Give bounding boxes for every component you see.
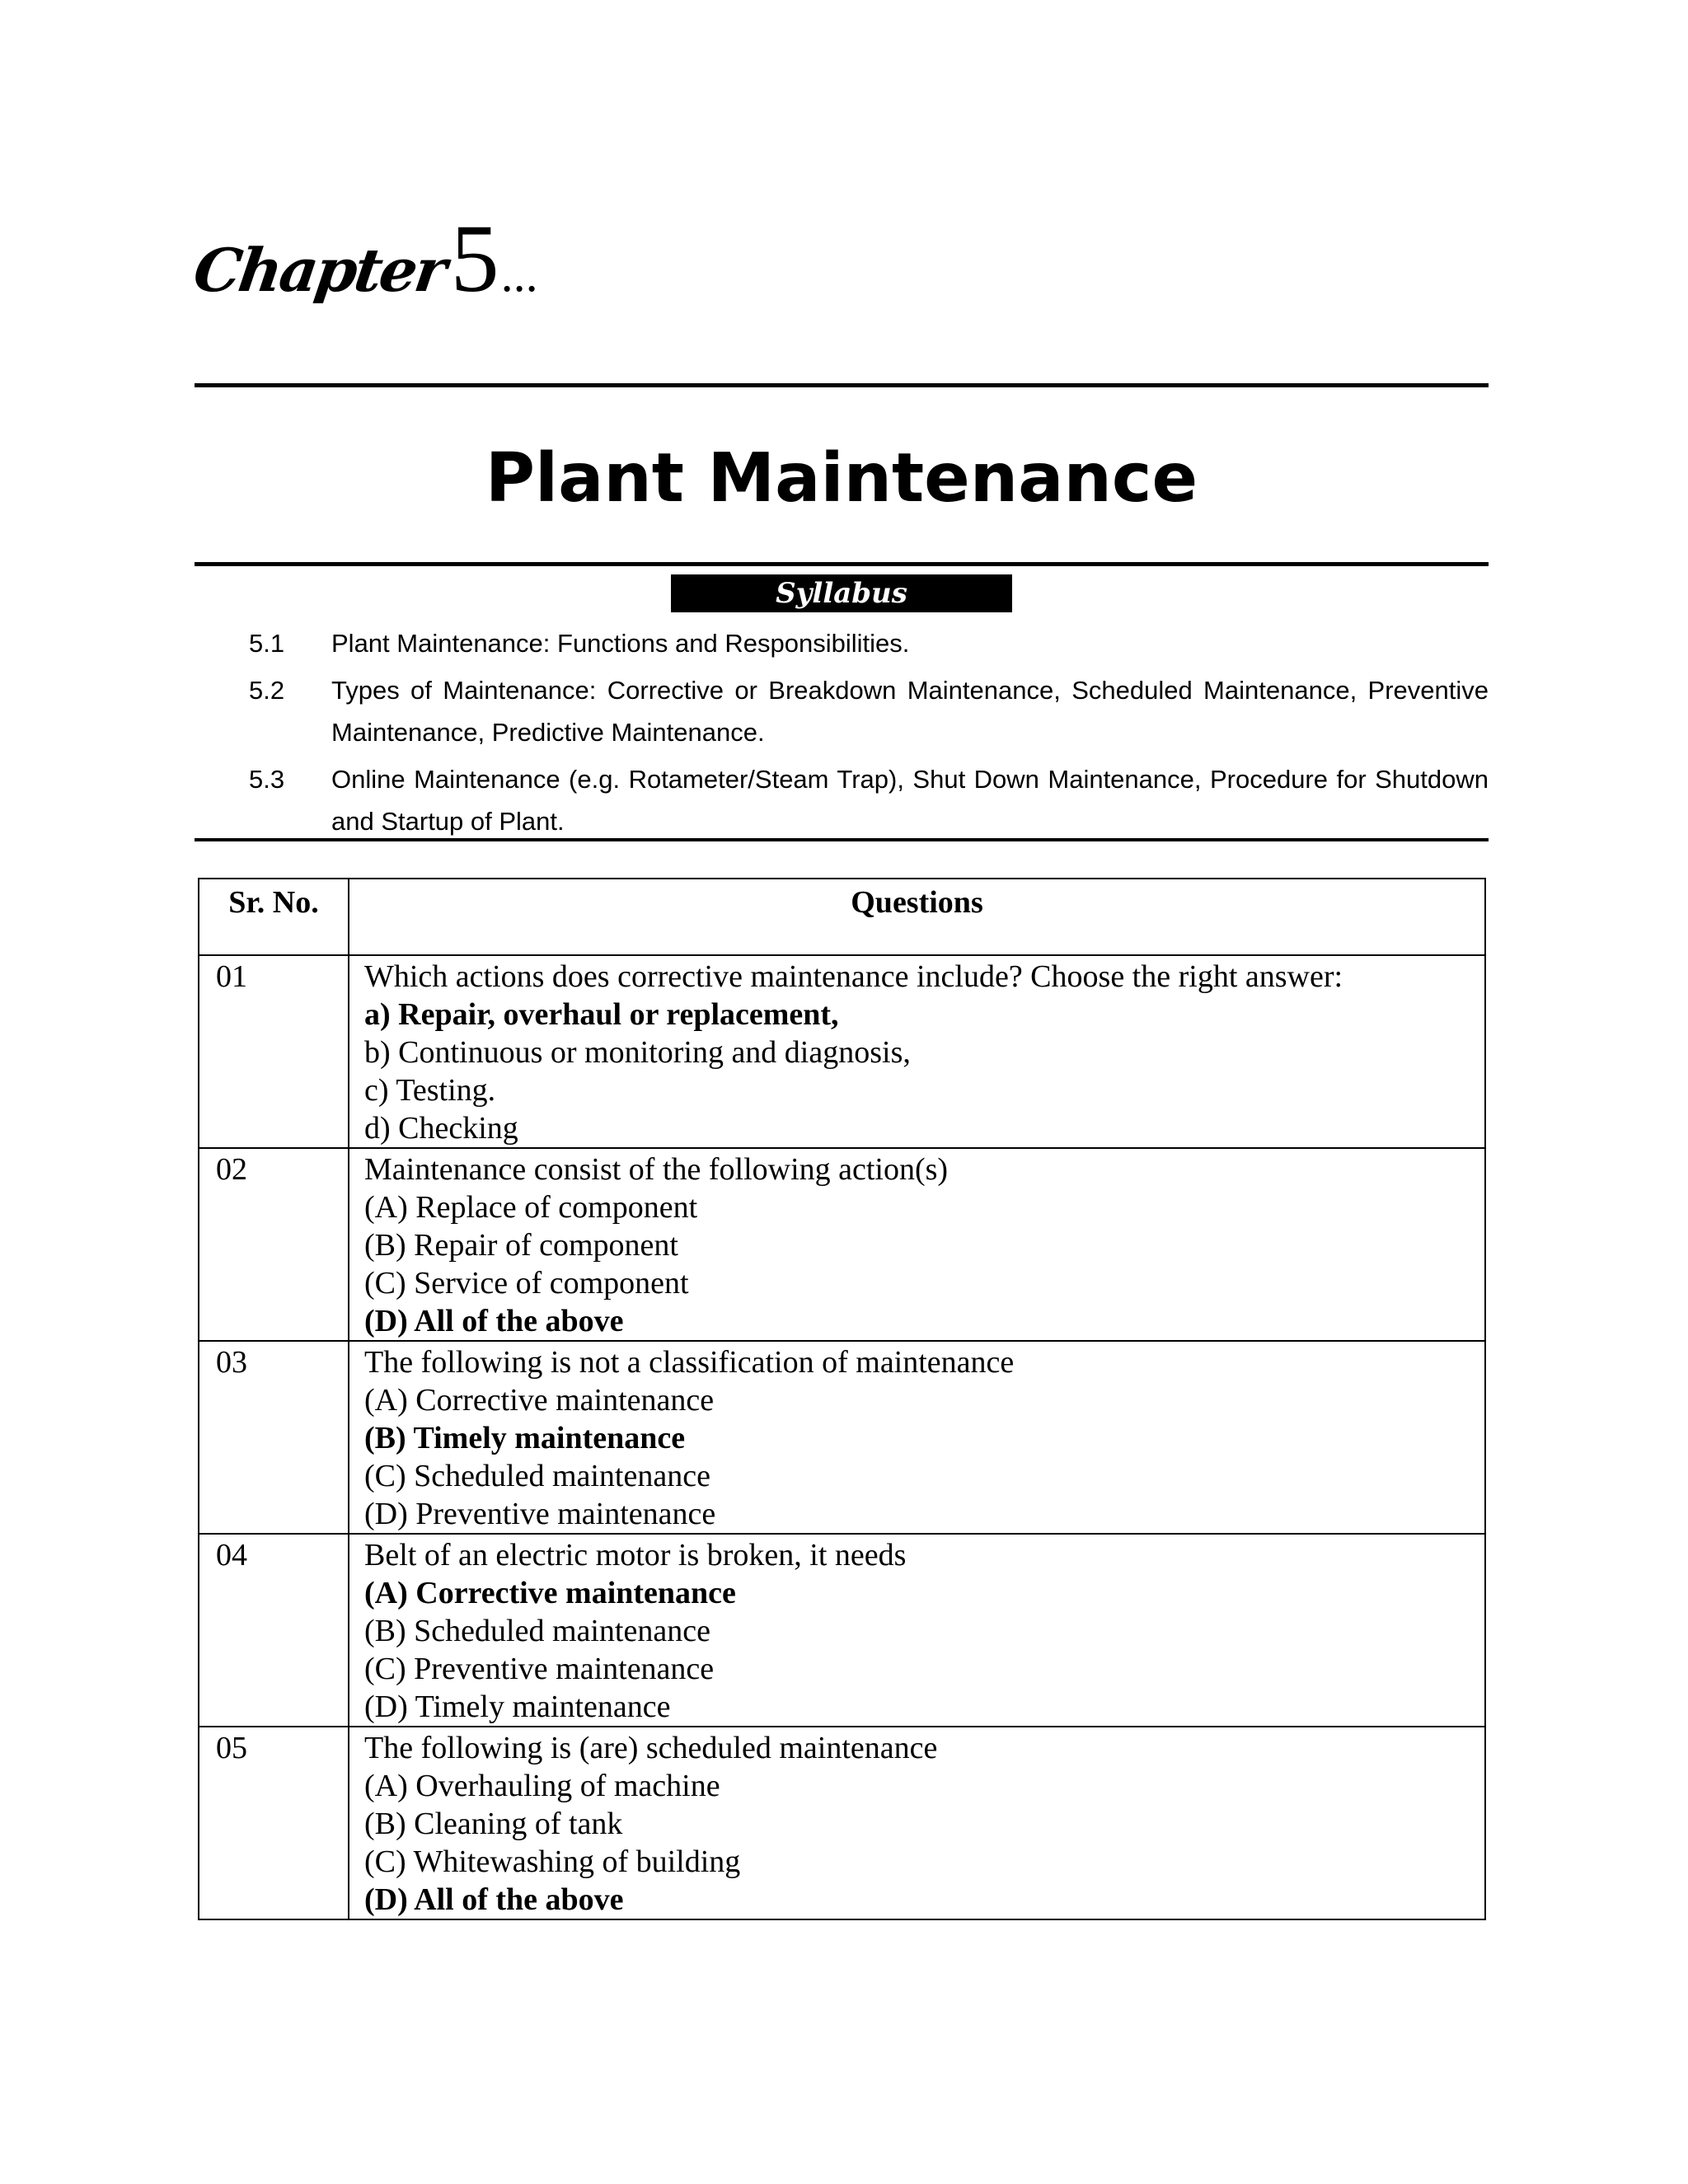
question-text: Which actions does corrective maintenance include? Choose the right answer: — [364, 959, 1343, 994]
syllabus-item-text: Plant Maintenance: Functions and Responsibilities. — [331, 629, 910, 658]
top-divider — [195, 383, 1489, 387]
chapter-heading — [190, 204, 538, 342]
answer-option: d) Checking — [364, 1111, 518, 1146]
answer-option: (D) Timely maintenance — [364, 1690, 671, 1724]
answer-option: (D) All of the above — [364, 1882, 624, 1917]
answer-option: (D) All of the above — [364, 1304, 624, 1338]
answer-option: (B) Repair of component — [364, 1228, 678, 1263]
answer-option: (B) Timely maintenance — [364, 1421, 686, 1455]
answer-option: (D) Preventive maintenance — [364, 1497, 716, 1531]
answer-option: a) Repair, overhaul or replacement, — [364, 997, 839, 1032]
title-divider — [195, 562, 1489, 566]
answer-option: (A) Corrective maintenance — [364, 1383, 715, 1418]
syllabus-item-number: 5.1 — [249, 629, 285, 658]
syllabus-item — [195, 622, 1489, 664]
question-cell — [349, 955, 1485, 1148]
answer-option: (C) Service of component — [364, 1266, 689, 1301]
question-text: Maintenance consist of the following action(s) — [364, 1152, 949, 1187]
question-cell — [349, 1341, 1485, 1534]
table-row — [199, 1341, 1485, 1534]
answer-option: (A) Replace of component — [364, 1190, 698, 1225]
question-text: Belt of an electric motor is broken, it needs — [364, 1538, 907, 1572]
question-text: The following is (are) scheduled maintenance — [364, 1731, 938, 1765]
question-cell — [349, 1534, 1485, 1727]
syllabus-item-text: Online Maintenance (e.g. Rotameter/Steam Trap), Shut Down Maintenance, Procedure for Shutdown and Startup of Plant. — [331, 765, 1489, 836]
table-row — [199, 1148, 1485, 1341]
question-text: The following is not a classification of maintenance — [364, 1345, 1015, 1380]
answer-option: (C) Preventive maintenance — [364, 1652, 715, 1686]
question-number: 05 — [199, 1727, 349, 1919]
syllabus-item-text: Types of Maintenance: Corrective or Breakdown Maintenance, Scheduled Maintenance, Preventive Maintenance, Predictive Maintenance. — [331, 676, 1489, 747]
table-row — [199, 1534, 1485, 1727]
syllabus-item — [195, 758, 1489, 842]
question-cell — [349, 1148, 1485, 1341]
table-row — [199, 1727, 1485, 1919]
header-questions: Questions — [349, 879, 1485, 955]
question-number: 01 — [199, 955, 349, 1148]
question-cell — [349, 1727, 1485, 1919]
syllabus-item — [195, 669, 1489, 753]
answer-option: (A) Overhauling of machine — [364, 1769, 720, 1803]
syllabus-item-number: 5.3 — [249, 765, 285, 794]
answer-option: (B) Cleaning of tank — [364, 1807, 623, 1841]
syllabus-item-number: 5.2 — [249, 676, 285, 705]
questions-table — [198, 878, 1486, 1920]
answer-option: (C) Whitewashing of building — [364, 1844, 741, 1879]
answer-option: (C) Scheduled maintenance — [364, 1459, 710, 1493]
answer-option: c) Testing. — [364, 1073, 496, 1108]
answer-option: (A) Corrective maintenance — [364, 1576, 736, 1610]
chapter-ellipsis: ... — [500, 247, 538, 302]
table-header-row — [199, 879, 1485, 955]
table-row — [199, 955, 1485, 1148]
question-number: 02 — [199, 1148, 349, 1341]
syllabus-divider — [195, 838, 1489, 841]
question-number: 04 — [199, 1534, 349, 1727]
answer-option: b) Continuous or monitoring and diagnosis, — [364, 1035, 911, 1070]
page-title: Plant Maintenance — [485, 439, 1198, 518]
question-number: 03 — [199, 1341, 349, 1534]
syllabus-label: Syllabus — [671, 574, 1012, 612]
answer-option: (B) Scheduled maintenance — [364, 1614, 710, 1648]
header-sr-no: Sr. No. — [199, 879, 349, 955]
questions-body — [199, 955, 1485, 1919]
chapter-number: 5 — [450, 204, 499, 312]
chapter-label: Chapter — [190, 235, 449, 305]
syllabus-list — [195, 622, 1489, 847]
